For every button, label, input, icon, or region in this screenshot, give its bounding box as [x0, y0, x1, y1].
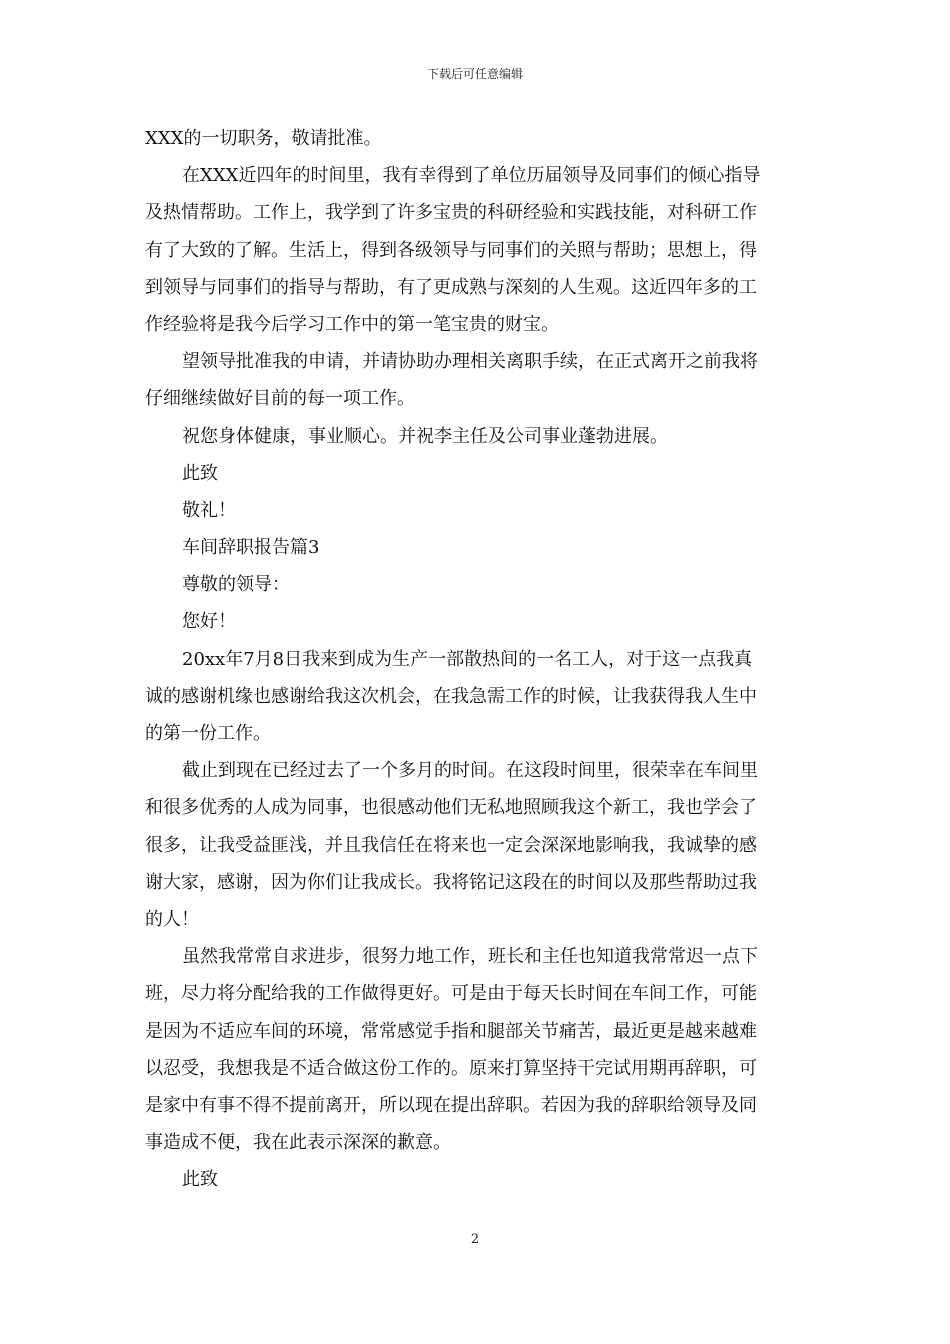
text-line: 有了大致的了解。生活上，得到各级领导与同事们的关照与帮助；思想上，得 [145, 239, 757, 261]
text-line: 截止到现在已经过去了一个多月的时间。在这段时间里，很荣幸在车间里 [182, 760, 758, 782]
text-line: 20xx年7月8日我来到成为生产一部散热间的一名工人，对于这一点我真 [182, 648, 753, 670]
text-line: 及热情帮助。工作上，我学到了许多宝贵的科研经验和实践技能，对科研工作 [145, 202, 757, 224]
text-line: 车间辞职报告篇3 [182, 537, 320, 559]
text-line: 事造成不便，我在此表示深深的歉意。 [145, 1132, 451, 1154]
text-line: 尊敬的领导： [182, 574, 290, 596]
page-number: 2 [470, 1232, 480, 1247]
text-line: 是家中有事不得不提前离开，所以现在提出辞职。若因为我的辞职给领导及同 [145, 1094, 757, 1116]
text-line: 敬礼！ [182, 499, 236, 521]
text-line: 诚的感谢机缘也感谢给我这次机会，在我急需工作的时候，让我获得我人生中 [145, 685, 757, 707]
text-line: 到领导与同事们的指导与帮助，有了更成熟与深刻的人生观。这近四年多的工 [145, 276, 757, 298]
text-line: 谢大家，感谢，因为你们让我成长。我将铭记这段在的时间以及那些帮助过我 [145, 871, 757, 893]
text-line: 班，尽力将分配给我的工作做得更好。可是由于每天长时间在车间工作，可能 [145, 983, 757, 1005]
text-line: 和很多优秀的人成为同事，也很感动他们无私地照顾我这个新工，我也学会了 [145, 797, 757, 819]
text-line: 作经验将是我今后学习工作中的第一笔宝贵的财宝。 [145, 313, 559, 335]
text-line: 的第一份工作。 [145, 723, 271, 744]
document-body [145, 120, 810, 1198]
text-line: 祝您身体健康，事业顺心。并祝李主任及公司事业蓬勃进展。 [182, 425, 668, 447]
text-line: 很多，让我受益匪浅，并且我信任在将来也一定会深深地影响我，我诚挚的感 [145, 834, 757, 856]
text-line: 是因为不适应车间的环境，常常感觉手指和腿部关节痛苦，最近更是越来越难 [145, 1020, 757, 1042]
text-line: 仔细继续做好目前的每一项工作。 [145, 388, 415, 410]
text-line: 的人！ [145, 908, 199, 930]
page-header: 下载后可任意编辑 [426, 67, 523, 81]
text-line: 您好！ [182, 611, 236, 633]
text-line: 虽然我常常自求进步，很努力地工作，班长和主任也知道我常常迟一点下 [182, 946, 758, 968]
text-line: 此致 [182, 1169, 218, 1191]
text-line: 此致 [182, 462, 218, 484]
text-line: 以忍受，我想我是不适合做这份工作的。原来打算坚持干完试用期再辞职，可 [145, 1057, 757, 1079]
text-line: 望领导批准我的申请，并请协助办理相关离职手续，在正式离开之前我将 [182, 351, 758, 373]
text-line: XXX的一切职务，敬请批准。 [145, 128, 382, 149]
text-line: 在XXX近四年的时间里，我有幸得到了单位历届领导及同事们的倾心指导 [182, 165, 761, 187]
